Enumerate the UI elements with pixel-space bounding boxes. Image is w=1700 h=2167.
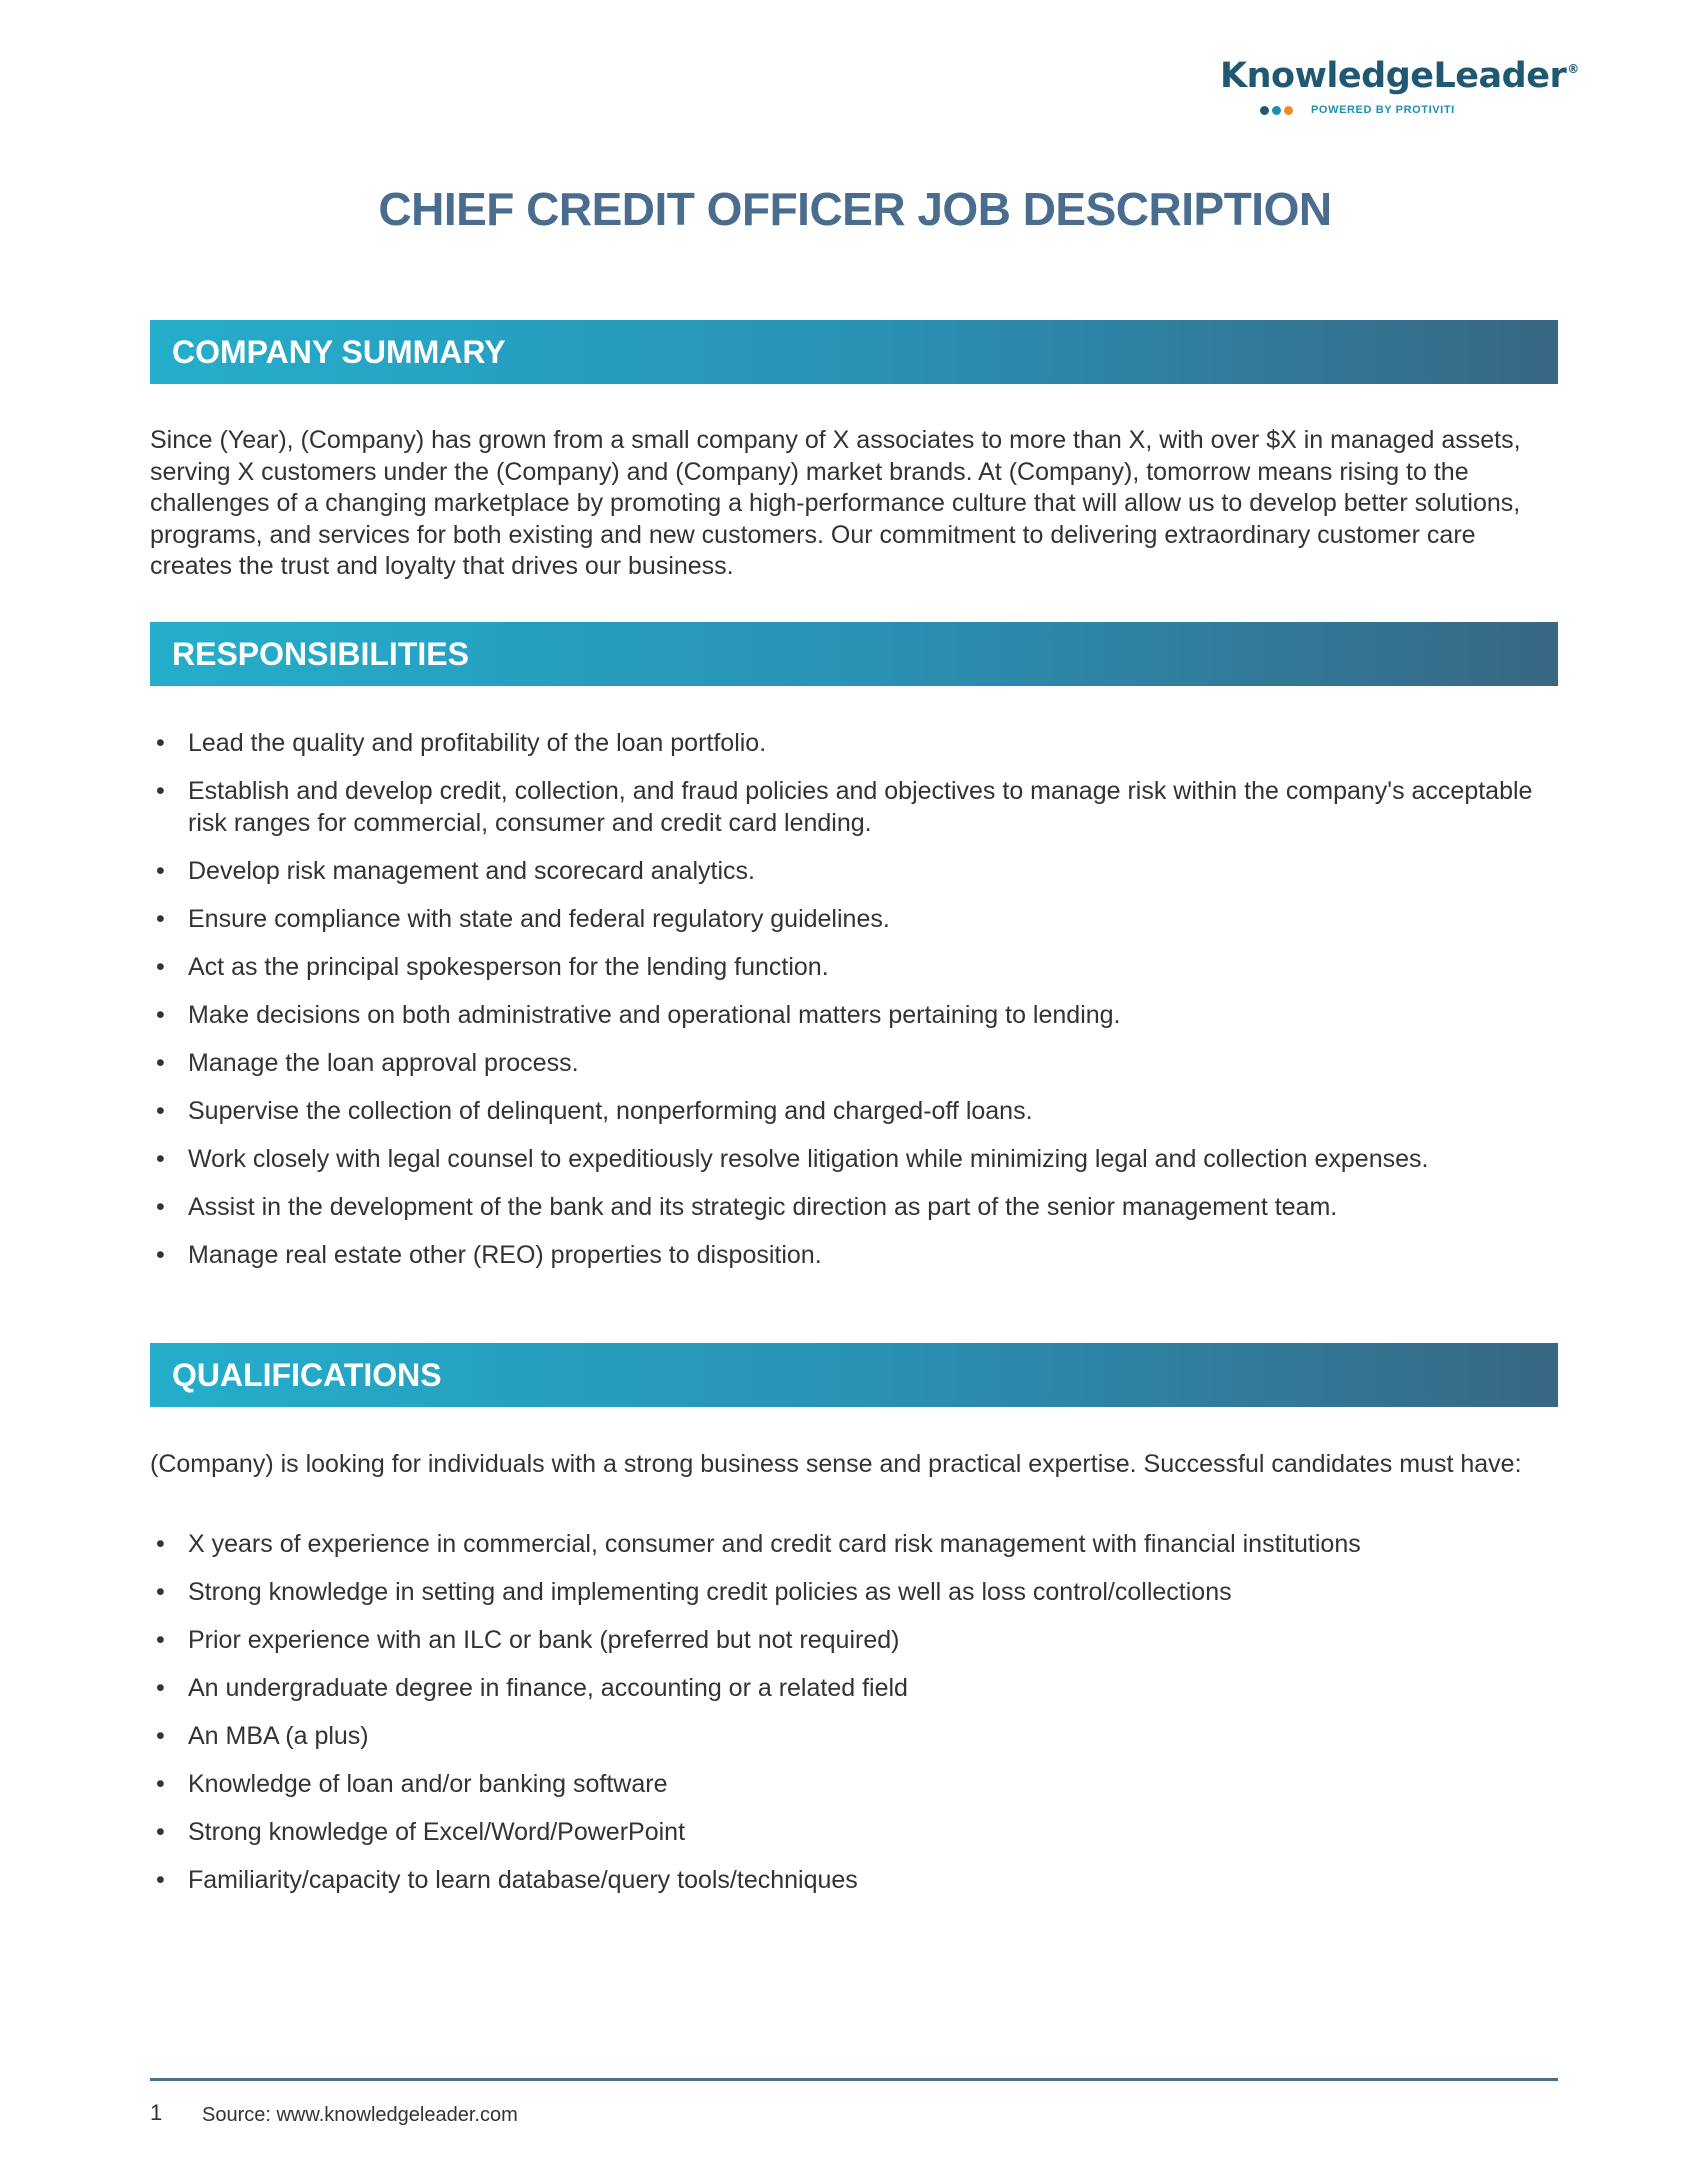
list-item: • Develop risk management and scorecard analytics. bbox=[150, 856, 1560, 888]
list-item: • Supervise the collection of delinquent, nonperforming and charged-off loans. bbox=[150, 1096, 1560, 1128]
list-item: • Manage the loan approval process. bbox=[150, 1048, 1560, 1080]
list-item: • An undergraduate degree in finance, accounting or a related field bbox=[150, 1673, 1560, 1705]
logo-dots-icon bbox=[1260, 106, 1293, 115]
qualifications-list bbox=[150, 1529, 1560, 1913]
qualifications-intro: (Company) is looking for individuals with a strong business sense and practical expertise. Successful candidates must have: bbox=[150, 1450, 1522, 1478]
company-summary-text: Since (Year), (Company) has grown from a small company of X associates to more than X, with over $X in managed assets, serving X customers under the (Company) and (Company) market brands. At (Company), tomorrow means rising to the challenges of a changing marketplace by promoting a high-performance culture that will allow us to develop better solutions, programs, and services for both existing and new customers. Our commitment to delivering extraordinary customer care creates the trust and loyalty that drives our business. bbox=[150, 426, 1521, 580]
footer-source: Source: www.knowledgeleader.com bbox=[202, 2104, 518, 2126]
list-item: • Strong knowledge in setting and implementing credit policies as well as loss control/collections bbox=[150, 1577, 1560, 1609]
registered-mark: ® bbox=[1567, 62, 1579, 76]
list-item: • Establish and develop credit, collection, and fraud policies and objectives to manage risk within the company's acceptable risk ranges for commercial, consumer and credit card lending. bbox=[150, 776, 1560, 839]
logo-dot bbox=[1284, 106, 1293, 115]
list-item: • An MBA (a plus) bbox=[150, 1721, 1560, 1753]
list-item: • Prior experience with an ILC or bank (preferred but not required) bbox=[150, 1625, 1560, 1657]
list-item: • Work closely with legal counsel to expeditiously resolve litigation while minimizing legal and collection expenses. bbox=[150, 1144, 1560, 1176]
logo-powered-by: POWERED BY PROTIVITI bbox=[1311, 104, 1455, 116]
list-item: • Make decisions on both administrative and operational matters pertaining to lending. bbox=[150, 1000, 1560, 1032]
logo-dot bbox=[1260, 106, 1269, 115]
list-item: • X years of experience in commercial, consumer and credit card risk management with financial institutions bbox=[150, 1529, 1560, 1561]
company-summary-heading: COMPANY SUMMARY bbox=[150, 320, 1558, 384]
page-number: 1 bbox=[150, 2100, 163, 2125]
list-item: • Manage real estate other (REO) properties to disposition. bbox=[150, 1240, 1560, 1272]
list-item: • Strong knowledge of Excel/Word/PowerPoint bbox=[150, 1817, 1560, 1849]
responsibilities-list bbox=[150, 728, 1560, 1288]
list-item: • Ensure compliance with state and federal regulatory guidelines. bbox=[150, 904, 1560, 936]
list-item: • Knowledge of loan and/or banking software bbox=[150, 1769, 1560, 1801]
list-item: • Familiarity/capacity to learn database/query tools/techniques bbox=[150, 1865, 1560, 1897]
list-item: • Assist in the development of the bank and its strategic direction as part of the senior management team. bbox=[150, 1192, 1560, 1224]
qualifications-heading: QUALIFICATIONS bbox=[150, 1343, 1558, 1407]
logo-dot bbox=[1272, 106, 1281, 115]
logo-wordmark: KnowledgeLeader® bbox=[1220, 56, 1579, 96]
document-title: CHIEF CREDIT OFFICER JOB DESCRIPTION bbox=[378, 183, 1332, 235]
list-item: • Lead the quality and profitability of the loan portfolio. bbox=[150, 728, 1560, 760]
knowledgeleader-logo bbox=[1220, 56, 1579, 116]
list-item: • Act as the principal spokesperson for the lending function. bbox=[150, 952, 1560, 984]
logo-tagline-row bbox=[1260, 104, 1560, 116]
footer-divider bbox=[150, 2078, 1558, 2081]
responsibilities-heading: RESPONSIBILITIES bbox=[150, 622, 1558, 686]
